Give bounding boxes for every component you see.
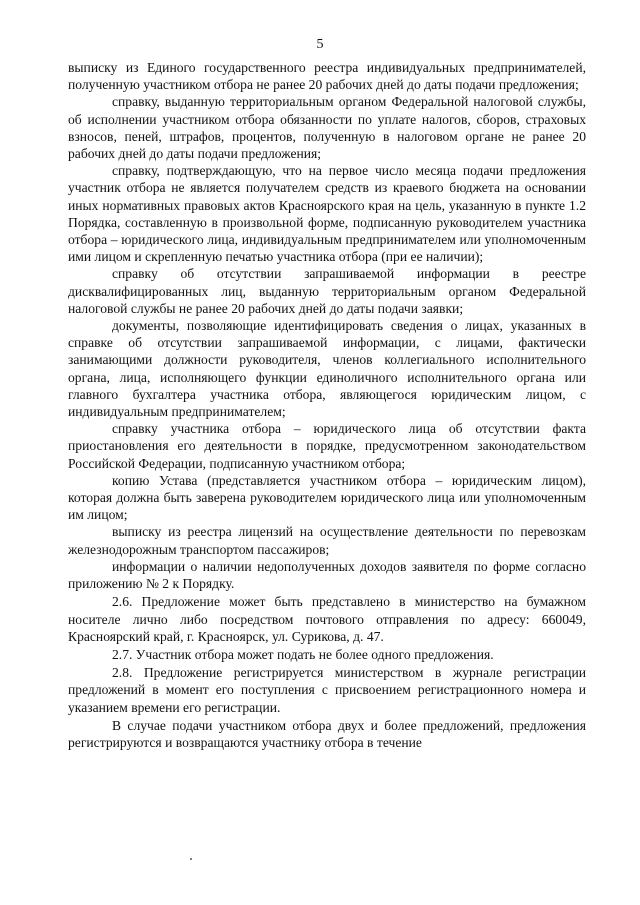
paragraph-tax-certificate: справку, выданную территориальным органом Федеральной налоговой службы, об исполнении участником отбора обязанности по уплате налогов, сборов, страховых взносов, пеней, штрафов, процентов, полученную в налоговом органе не ранее 20 рабочих дней до даты подачи предложения; xyxy=(68,94,586,162)
paragraph-section-2-8: 2.8. Предложение регистрируется министерством в журнале регистрации предложений в момент его поступления с присвоением регистрационного номера и указанием времени его регистрации. xyxy=(68,665,586,715)
scan-speck xyxy=(190,858,192,860)
page-number: 5 xyxy=(316,37,324,52)
paragraph-lost-income-info: информации о наличии недополученных доходов заявителя по форме согласно приложению № 2 к Порядку. xyxy=(68,558,586,592)
paragraph-egrip-extract: выписку из Единого государственного реестра индивидуальных предпринимателей, полученную участником отбора не ранее 20 рабочих дней до даты подачи предложения; xyxy=(68,60,586,93)
document-body xyxy=(68,59,586,751)
paragraph-section-2-7: 2.7. Участник отбора может подать не более одного предложения. xyxy=(112,646,494,662)
paragraph-multiple-proposals: В случае подачи участником отбора двух и более предложений, предложения регистрируются и возвращаются участнику отбора в течение xyxy=(68,717,586,750)
paragraph-section-2-6: 2.6. Предложение может быть представлено в министерство на бумажном носителе лично либо посредством почтового отправления по адресу: 660049, Красноярский край, г. Красноярск, ул. Сурикова, д. 47. xyxy=(68,594,586,644)
paragraph-charter-copy: копию Устава (представляется участником отбора – юридическим лицом), которая должна быть заверена руководителем юридического лица или уполномоченным им лицом; xyxy=(68,472,586,523)
paragraph-budget-certificate: справку, подтверждающую, что на первое число месяца подачи предложения участник отбора не является получателем средств из краевого бюджета на основании иных нормативных правовых актов Красноярского края на цель, указанную в пункте 1.2 Порядка, составленную в произвольной форме, подписанную руководителем участника отбора – юридического лица, индивидуальным предпринимателем или уполномоченным ими лицом и скрепленную печатью участника отбора (при ее наличии); xyxy=(68,163,586,265)
paragraph-license-registry: выписку из реестра лицензий на осуществление деятельности по перевозкам железнодорожным транспортом пассажиров; xyxy=(68,524,586,557)
paragraph-identification-documents: документы, позволяющие идентифицировать сведения о лицах, указанных в справке об отсутствии запрашиваемой информации, с лицами, фактически занимающими должности руководителя, членов коллегиального исполнительного органа, лица, исполняющего функции единоличного исполнительного органа или главного бухгалтера участника отбора, являющегося юридическим лицом, с индивидуальным предпринимателем; xyxy=(68,318,586,420)
paragraph-disqualified-registry: справку об отсутствии запрашиваемой информации в реестре дисквалифицированных лиц, выданную территориальным органом Федеральной налоговой службы не ранее 20 рабочих дней до даты подачи заявки; xyxy=(68,266,586,316)
paragraph-no-suspension-certificate: справку участника отбора – юридического лица об отсутствии факта приостановления его деятельности в порядке, предусмотренном законодательством Российской Федерации, подписанную участником отбора; xyxy=(68,421,586,471)
